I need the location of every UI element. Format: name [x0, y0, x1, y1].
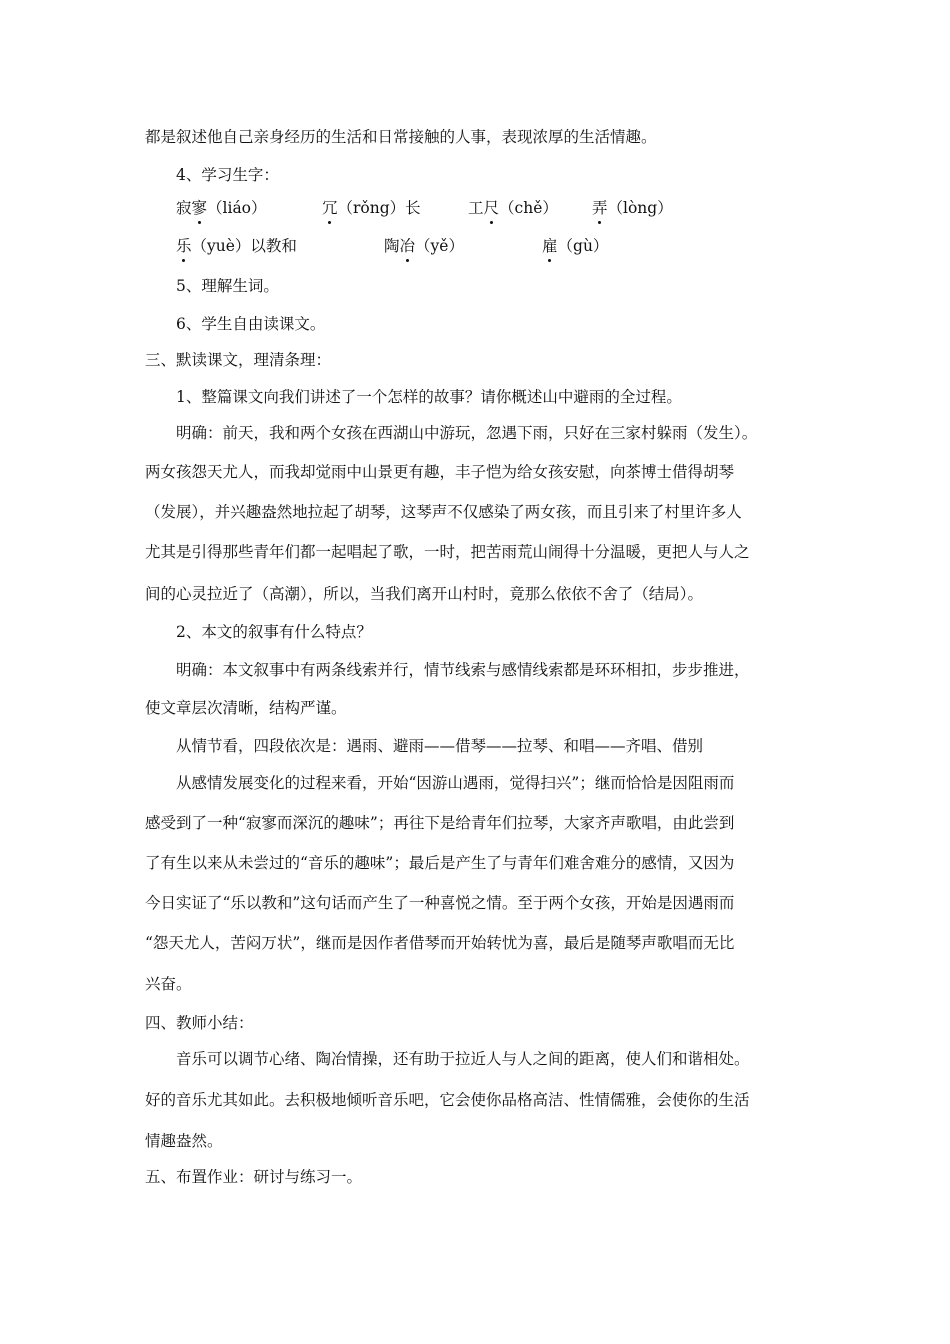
- paragraph-line: 间的心灵拉近了（高潮），所以，当我们离开山村时，竟那么依依不舍了（结局）。: [145, 585, 704, 603]
- paragraph-line: 音乐可以调节心绪、陶冶情操，还有助于拉近人与人之间的距离，使人们和谐相处。: [176, 1050, 750, 1068]
- paragraph-line: 明确：前天，我和两个女孩在西湖山中游玩，忽遇下雨，只好在三家村躲雨（发生）。: [176, 424, 758, 442]
- paragraph-line: 好的音乐尤其如此。去积极地倾听音乐吧，它会使你品格高洁、性情儒雅，会使你的生活: [145, 1091, 750, 1109]
- paragraph-line: 感受到了一种“寂寥而深沉的趣味”；再往下是给青年们拉琴，大家齐声歌唱，由此尝到: [145, 814, 735, 832]
- emphasis-dot-char: 冶: [399, 237, 416, 255]
- paragraph-line: 从情节看，四段依次是：遇雨、避雨——借琴——拉琴、和唱——齐唱、借别: [176, 737, 704, 755]
- emphasis-dot-char: 雇: [542, 237, 558, 255]
- vocab-item: 弄（lòng）: [592, 199, 673, 217]
- vocab-item: 工尺（chě）: [468, 199, 558, 217]
- paragraph-line: 从感情发展变化的过程来看，开始“因游山遇雨，觉得扫兴”；继而恰恰是因阻雨而: [176, 774, 735, 792]
- section-heading: 四、教师小结：: [145, 1014, 254, 1032]
- paragraph-line: 尤其是引得那些青年们都一起唱起了歌，一时，把苦雨荒山闹得十分温暖，更把人与人之: [145, 543, 750, 561]
- item-heading: 4、学习生字：: [176, 166, 279, 184]
- vocab-item: 乐（yuè）以教和: [176, 237, 297, 255]
- paragraph-line: 情趣盎然。: [145, 1132, 223, 1150]
- paragraph-line: 使文章层次清晰，结构严谨。: [145, 699, 347, 717]
- paragraph-line: 都是叙述他自己亲身经历的生活和日常接触的人事，表现浓厚的生活情趣。: [145, 128, 657, 146]
- paragraph-line: 了有生以来从未尝过的“音乐的趣味”；最后是产生了与青年们难舍难分的感情，又因为: [145, 854, 735, 872]
- paragraph-line: “怨天尤人，苦闷万状”，继而是因作者借琴而开始转忧为喜，最后是随琴声歌唱而无比: [145, 934, 735, 952]
- paragraph-line: 两女孩怨天尤人，而我却觉雨中山景更有趣，丰子恺为给女孩安慰，向茶博士借得胡琴: [145, 463, 735, 481]
- emphasis-dot-char: 寥: [191, 199, 208, 217]
- vocab-item: 寂寥（liáo）: [176, 199, 267, 217]
- paragraph-line: 今日实证了“乐以教和”这句话而产生了一种喜悦之情。至于两个女孩，开始是因遇雨而: [145, 894, 735, 912]
- emphasis-dot-char: 尺: [483, 199, 500, 217]
- item-heading: 5、理解生词。: [176, 277, 279, 295]
- question-line: 1、整篇课文向我们讲述了一个怎样的故事？请你概述山中避雨的全过程。: [176, 388, 682, 406]
- vocab-item: 陶冶（yě）: [384, 237, 464, 255]
- paragraph-line: （发展），并兴趣盎然地拉起了胡琴，这琴声不仅感染了两女孩，而且引来了村里许多人: [145, 503, 742, 521]
- vocab-item: 冗（rǒng）长: [322, 199, 421, 217]
- section-heading: 三、默读课文，理清条理：: [145, 351, 332, 369]
- paragraph-line: 明确：本文叙事中有两条线索并行，情节线索与感情线索都是环环相扣，步步推进，: [176, 661, 750, 679]
- vocab-item: 雇（gù）: [542, 237, 609, 255]
- question-line: 2、本文的叙事有什么特点？: [176, 623, 372, 641]
- emphasis-dot-char: 弄: [592, 199, 608, 217]
- item-heading: 6、学生自由读课文。: [176, 315, 326, 333]
- paragraph-line: 兴奋。: [145, 975, 192, 993]
- section-heading: 五、布置作业：研讨与练习一。: [145, 1168, 363, 1186]
- emphasis-dot-char: 冗: [322, 199, 338, 217]
- emphasis-dot-char: 乐: [176, 237, 192, 255]
